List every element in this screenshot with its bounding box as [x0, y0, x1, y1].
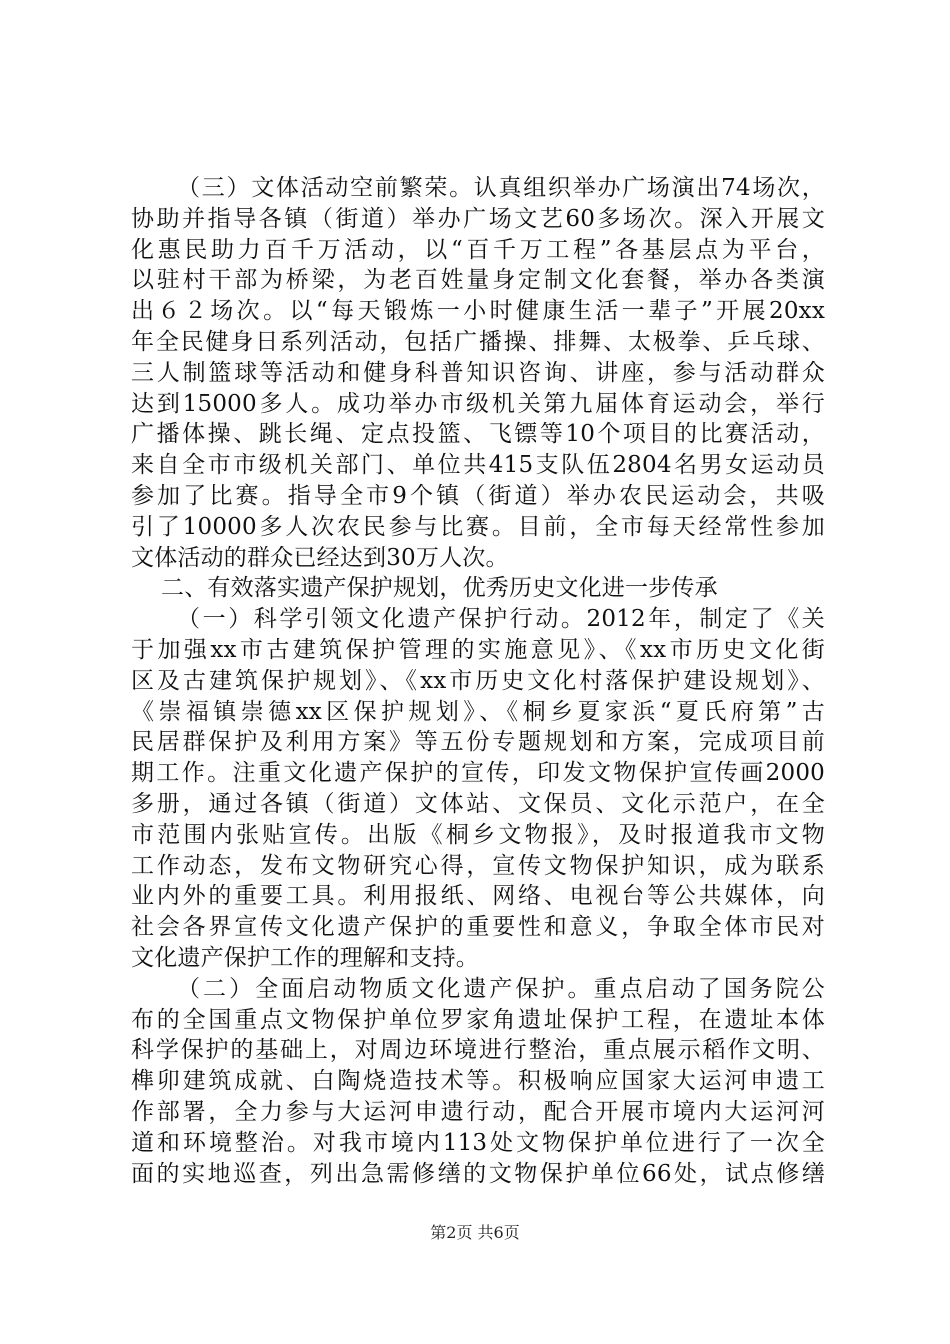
text-line: 布的全国重点文物保护单位罗家角遗址保护工程，在遗址本体 — [131, 1006, 825, 1033]
section-heading: 二、有效落实遗产保护规划，优秀历史文化进一步传承 — [161, 575, 718, 602]
text-line: 工作动态，发布文物研究心得，宣传文物保护知识，成为联系 — [131, 852, 825, 879]
page-number-footer: 第2页 共6页 — [430, 1223, 520, 1242]
text-line: 年全民健身日系列活动，包括广播操、排舞、太极拳、乒乓球、 — [131, 328, 825, 355]
text-line: 协助并指导各镇（街道）举办广场文艺60多场次。深入开展文 — [131, 205, 825, 232]
text-line: 民居群保护及利用方案》等五份专题规划和方案，完成项目前 — [131, 729, 825, 756]
text-line: 文体活动的群众已经达到30万人次。 — [131, 544, 509, 571]
text-line: 引了10000多人次农民参与比赛。目前，全市每天经常性参加 — [131, 513, 825, 540]
text-line: 于加强xx市古建筑保护管理的实施意见》、《xx市历史文化街 — [131, 636, 825, 663]
text-line: 面的实地巡查，列出急需修缮的文物保护单位66处，试点修缮 — [131, 1160, 825, 1187]
text-line: 来自全市市级机关部门、单位共415支队伍2804名男女运动员 — [131, 452, 825, 479]
text-line: （三）文体活动空前繁荣。认真组织举办广场演出74场次， — [177, 175, 825, 201]
text-line: 达到15000多人。成功举办市级机关第九届体育运动会，举行 — [131, 390, 825, 417]
text-line: 区及古建筑保护规划》、《xx市历史文化村落保护建设规划》、 — [131, 667, 825, 694]
text-line: 三人制篮球等活动和健身科普知识咨询、讲座，参与活动群众 — [131, 359, 825, 386]
text-line: 作部署，全力参与大运河申遗行动，配合开展市境内大运河河 — [131, 1098, 825, 1125]
text-line: 市范围内张贴宣传。出版《桐乡文物报》，及时报道我市文物 — [131, 821, 825, 848]
text-line: （一）科学引领文化遗产保护行动。2012年，制定了《关 — [177, 606, 825, 633]
text-line: 文化遗产保护工作的理解和支持。 — [131, 944, 479, 971]
text-line: 榫卯建筑成就、白陶烧造技术等。积极响应国家大运河申遗工 — [131, 1068, 825, 1095]
text-line: 化惠民助力百千万活动，以“百千万工程”各基层点为平台， — [131, 236, 825, 263]
text-line: 期工作。注重文化遗产保护的宣传，印发文物保护宣传画2000 — [131, 760, 825, 787]
text-line: 参加了比赛。指导全市9个镇（街道）举办农民运动会，共吸 — [131, 482, 825, 509]
text-line: 广播体操、跳长绳、定点投篮、飞镖等10个项目的比赛活动， — [131, 421, 825, 448]
text-line: 科学保护的基础上，对周边环境进行整治，重点展示稻作文明、 — [131, 1037, 825, 1064]
text-line: 道和环境整治。对我市境内113处文物保护单位进行了一次全 — [131, 1129, 825, 1156]
text-line: 社会各界宣传文化遗产保护的重要性和意义，争取全体市民对 — [131, 914, 825, 941]
text-line: （二）全面启动物质文化遗产保护。重点启动了国务院公 — [177, 975, 825, 1002]
text-line: 出６２场次。以“每天锻炼一小时健康生活一辈子”开展20xx — [131, 298, 825, 325]
text-line: 以驻村干部为桥梁，为老百姓量身定制文化套餐，举办各类演 — [131, 267, 825, 294]
text-line: 《崇福镇崇德xx区保护规划》、《桐乡夏家浜“夏氏府第”古 — [131, 698, 825, 725]
text-line: 多册，通过各镇（街道）文体站、文保员、文化示范户，在全 — [131, 790, 825, 817]
document-body — [131, 173, 825, 1189]
text-line: 业内外的重要工具。利用报纸、网络、电视台等公共媒体，向 — [131, 883, 825, 910]
